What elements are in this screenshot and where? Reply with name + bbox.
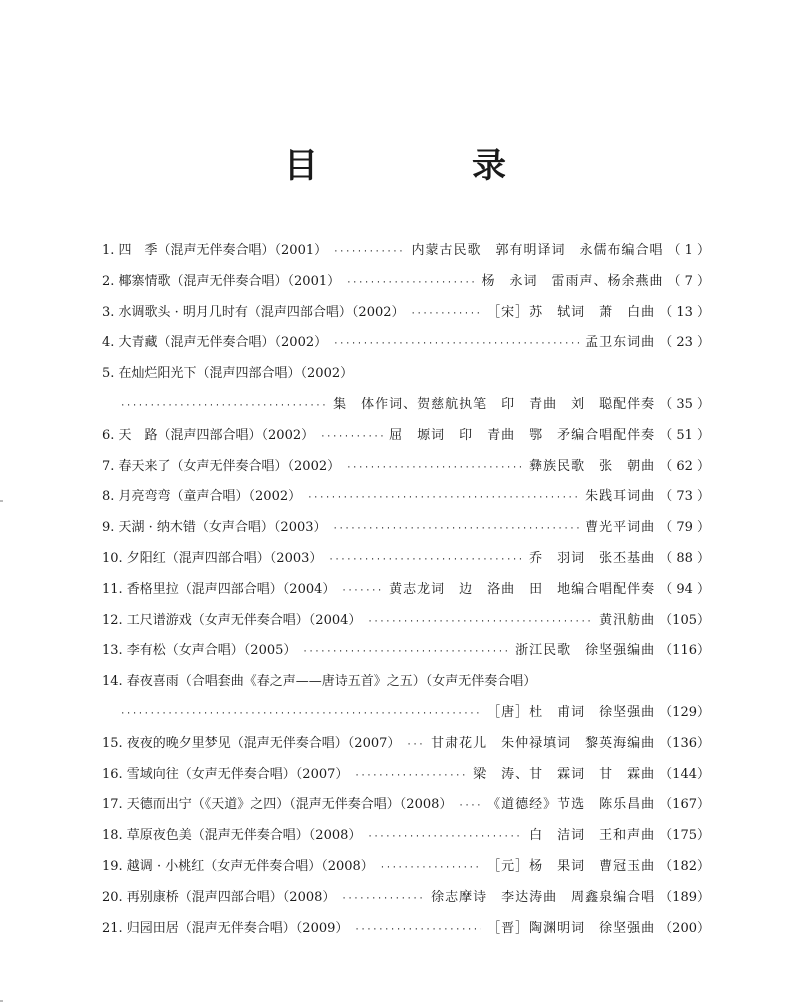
- entry-title: 11. 香格里拉（混声四部合唱）（2004）: [102, 581, 336, 597]
- toc-entry[interactable]: [102, 636, 710, 667]
- table-of-contents: [102, 236, 710, 944]
- entry-title: 7. 春天来了（女声无伴奏合唱）（2002）: [102, 458, 341, 474]
- dot-leader: [341, 884, 425, 914]
- entry-credit: 《道德经》节选 陈乐昌曲: [487, 797, 656, 813]
- dot-leader: [120, 699, 481, 729]
- entry-title: 2. 椰寨情歌（混声无伴奏合唱）（2001）: [102, 273, 341, 289]
- toc-entry[interactable]: [102, 852, 710, 883]
- dot-leader: [333, 237, 405, 267]
- toc-entry[interactable]: [102, 298, 710, 329]
- toc-entry[interactable]: [102, 729, 710, 760]
- entry-title: 6. 天 路（混声四部合唱）（2002）: [102, 427, 315, 443]
- toc-entry-continuation[interactable]: [102, 390, 710, 421]
- entry-page: （ 35 ）: [659, 396, 710, 412]
- dot-leader: [411, 299, 482, 329]
- entry-page: （182）: [659, 858, 710, 874]
- toc-entry[interactable]: [102, 328, 710, 359]
- entry-page: （ 62 ）: [659, 458, 710, 474]
- dot-leader: [346, 453, 523, 483]
- page-title: 目 录: [284, 146, 566, 186]
- page-edge-mark: [0, 1000, 3, 1002]
- entry-title: 13. 李有松（女声合唱）（2005）: [102, 643, 297, 659]
- entry-page: （144）: [659, 766, 710, 782]
- entry-title: 3. 水调歌头 · 明月几时有（混声四部合唱）（2002）: [102, 304, 405, 320]
- entry-title: 12. 工尺谱游戏（女声无伴奏合唱）（2004）: [102, 612, 362, 628]
- entry-title: 19. 越调 · 小桃红（女声无伴奏合唱）（2008）: [102, 858, 374, 874]
- entry-title: 4. 大青藏（混声无伴奏合唱）（2002）: [102, 335, 328, 351]
- toc-entry[interactable]: [102, 267, 710, 298]
- dot-leader: [120, 391, 327, 421]
- entry-credit: 黄汛舫曲: [599, 612, 656, 628]
- dot-leader: [458, 791, 481, 821]
- toc-entry[interactable]: [102, 760, 710, 791]
- dot-leader: [307, 483, 579, 513]
- dot-leader: [333, 514, 580, 544]
- entry-page: （175）: [659, 828, 710, 844]
- dot-leader: [333, 329, 579, 359]
- dot-leader: [346, 268, 475, 298]
- entry-page: （200）: [659, 920, 710, 936]
- toc-entry[interactable]: [102, 883, 710, 914]
- entry-title: 9. 天湖 · 纳木错（女声合唱）（2003）: [102, 520, 327, 536]
- toc-entry[interactable]: [102, 452, 710, 483]
- entry-page: （136）: [659, 735, 710, 751]
- entry-title: 5. 在灿烂阳光下（混声四部合唱）（2002）: [102, 366, 354, 382]
- dot-leader: [354, 761, 467, 791]
- entry-page: （ 51 ）: [659, 427, 710, 443]
- entry-page: （105）: [659, 612, 710, 628]
- entry-page: （ 88 ）: [659, 550, 710, 566]
- toc-entry[interactable]: [102, 544, 710, 575]
- entry-page: （ 23 ）: [659, 335, 710, 351]
- entry-credit: ［唐］杜 甫词 徐坚强曲: [487, 704, 656, 720]
- entry-credit: 朱践耳词曲: [585, 489, 656, 505]
- entry-page: （ 94 ）: [659, 581, 710, 597]
- dot-leader: [406, 730, 425, 760]
- entry-page: （ 13 ）: [659, 304, 710, 320]
- entry-credit: 浙江民歌 徐坚强编曲: [515, 643, 656, 659]
- entry-credit: 曹光平词曲: [585, 520, 656, 536]
- page-edge-mark: [0, 500, 3, 502]
- entry-title: 8. 月亮弯弯（童声合唱）（2002）: [102, 489, 302, 505]
- entry-credit: 梁 涛、甘 霖词 甘 霖曲: [473, 766, 656, 782]
- entry-credit: 屈 塬词 印 青曲 鄂 矛编合唱配伴奏: [389, 427, 656, 443]
- entry-credit: 内蒙古民歌 郭有明译词 永儒布编合唱: [411, 243, 664, 258]
- toc-entry[interactable]: [102, 236, 710, 267]
- entry-credit: 集 体作词、贺慈航执笔 印 青曲 刘 聪配伴奏: [333, 396, 656, 412]
- entry-page: （ 73 ）: [659, 489, 710, 505]
- entry-title: 17. 天德而出宁（《天道》之四）（混声无伴奏合唱）（2008）: [102, 797, 453, 813]
- entry-page: （189）: [659, 889, 710, 905]
- toc-entry[interactable]: [102, 513, 710, 544]
- toc-entry[interactable]: [102, 482, 710, 513]
- entry-credit: 孟卫东词曲: [585, 335, 656, 351]
- entry-credit: 彝族民歌 张 朝曲: [529, 458, 656, 474]
- toc-entry[interactable]: [102, 821, 710, 852]
- dot-leader: [328, 545, 523, 575]
- entry-credit: ［元］杨 果词 曹冠玉曲: [487, 858, 656, 874]
- entry-credit: 乔 羽词 张丕基曲: [529, 550, 656, 566]
- entry-title: 14. 春夜喜雨（合唱套曲《春之声——唐诗五首》之五）（女声无伴奏合唱）: [102, 674, 537, 690]
- dot-leader: [341, 576, 383, 606]
- entry-credit: 甘肃花儿 朱仲禄填词 黎英海编曲: [431, 735, 656, 751]
- entry-title: 20. 再别康桥（混声四部合唱）（2008）: [102, 889, 336, 905]
- toc-entry[interactable]: [102, 421, 710, 452]
- entry-title: 15. 夜夜的晚夕里梦见（混声无伴奏合唱）（2007）: [102, 735, 401, 751]
- entry-title: 21. 归园田居（混声无伴奏合唱）（2009）: [102, 920, 349, 936]
- entry-page: （116）: [659, 643, 710, 659]
- entry-title: 18. 草原夜色美（混声无伴奏合唱）（2008）: [102, 828, 362, 844]
- entry-page: （129）: [659, 704, 710, 720]
- entry-page: （ 7 ）: [667, 273, 710, 289]
- entry-page: （167）: [659, 797, 710, 813]
- entry-credit: 杨 永词 雷雨声、杨余燕曲: [481, 273, 664, 289]
- entry-title: 10. 夕阳红（混声四部合唱）（2003）: [102, 550, 323, 566]
- entry-title: 16. 雪域向往（女声无伴奏合唱）（2007）: [102, 766, 349, 782]
- dot-leader: [367, 607, 593, 637]
- dot-leader: [354, 915, 481, 945]
- dot-leader: [380, 853, 481, 883]
- entry-page: （ 1 ）: [667, 243, 710, 258]
- entry-credit: ［宋］苏 轼词 萧 白曲: [487, 304, 656, 320]
- entry-page: （ 79 ）: [659, 520, 710, 536]
- dot-leader: [302, 637, 509, 667]
- toc-entry[interactable]: [102, 914, 710, 945]
- toc-entry[interactable]: [102, 359, 710, 390]
- entry-credit: ［晋］陶渊明词 徐坚强曲: [487, 920, 656, 936]
- entry-credit: 黄志龙词 边 洛曲 田 地编合唱配伴奏: [389, 581, 656, 597]
- dot-leader: [367, 822, 523, 852]
- dot-leader: [320, 422, 383, 452]
- entry-title: 1. 四 季（混声无伴奏合唱）（2001）: [102, 243, 328, 258]
- toc-entry[interactable]: [102, 575, 710, 606]
- entry-credit: 徐志摩诗 李达涛曲 周鑫泉编合唱: [431, 889, 656, 905]
- entry-credit: 白 洁词 王和声曲: [529, 828, 656, 844]
- toc-entry[interactable]: [102, 790, 710, 821]
- toc-entry-continuation[interactable]: [102, 698, 710, 729]
- toc-entry[interactable]: [102, 606, 710, 637]
- toc-entry[interactable]: [102, 667, 710, 698]
